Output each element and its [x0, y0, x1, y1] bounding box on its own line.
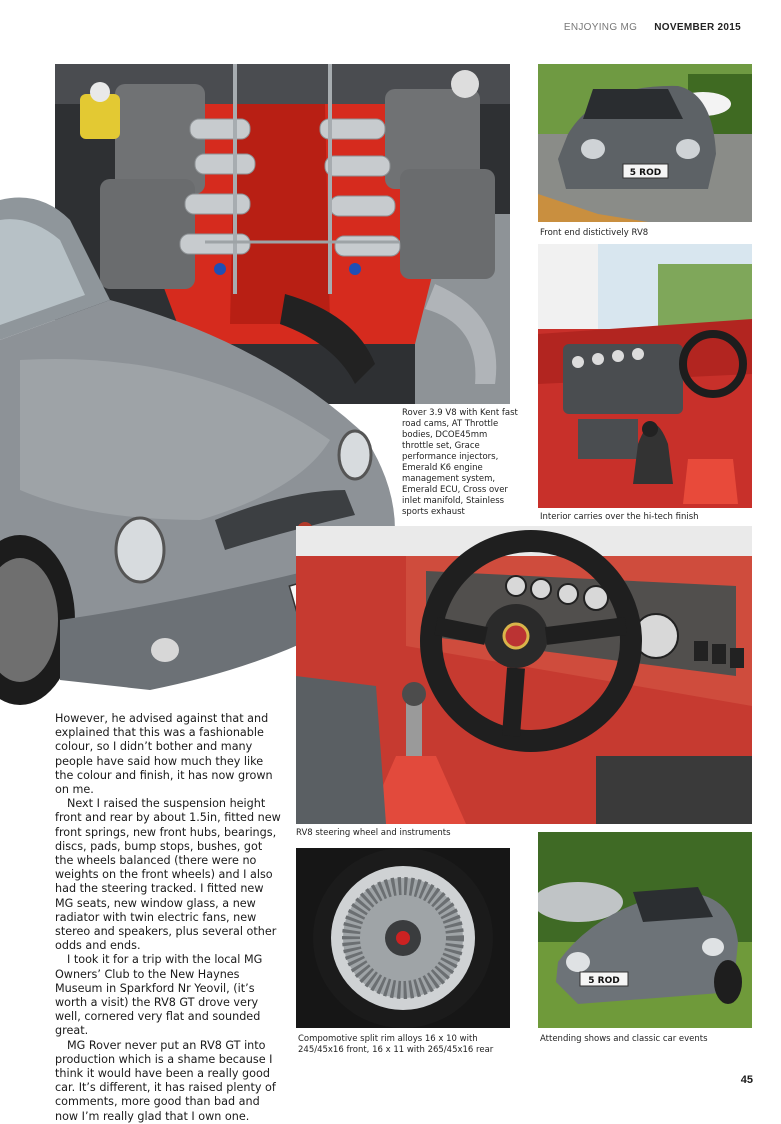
interior-caption: Interior carries over the hi-tech finish: [540, 512, 699, 522]
issue-date: NOVEMBER 2015: [654, 22, 741, 33]
front-plate-text: 5 ROD: [629, 168, 662, 178]
interior-illustration: [538, 244, 752, 508]
engine-caption: Rover 3.9 V8 with Kent fast road cams, AT Throttle bodies, DCOE45mm throttle set, Grace performance injectors, Emerald K6 engine management system, Emerald ECU, Cross over inlet manifold, Stainless sports exhaust: [402, 408, 518, 517]
shows-photo: [538, 832, 752, 1028]
interior-photo: [538, 244, 752, 508]
page-header: [564, 22, 741, 33]
body-paragraph-3: I took it for a trip with the local MG Owners’ Club to the New Haynes Museum in Sparkford Nr Yeovil, (it’s worth a visit) the RV8 GT drove very well, cornered very flat and sounded great.: [55, 953, 263, 1038]
shows-plate-text: 5 ROD: [588, 976, 620, 986]
wheel-caption: Compomotive split rim alloys 16 x 10 with 245/45x16 front, 16 x 11 with 265/45x16 rear: [298, 1034, 494, 1055]
front-car-illustration: [538, 64, 752, 222]
body-paragraph-2: Next I raised the suspension height front and rear by about 1.5in, fitted new front springs, new front hubs, bearings, discs, pads, bump stops, bushes, got the wheels balanced (there were no weights on the front wheels) and I also had the steering tracked. I fitted new MG seats, new window glass, a new radiator with twin electric fans, new stereo and speakers, plus several other odds and ends.: [55, 797, 281, 953]
body-paragraph-1: However, he advised against that and explained that this was a fashionable colour, so I didn’t bother and many people have said how much they like the colour and finish, it has now grown on me.: [55, 712, 273, 797]
shows-caption: Attending shows and classic car events: [540, 1034, 708, 1044]
steering-photo: [296, 526, 752, 824]
front-end-photo: [538, 64, 752, 222]
wheel-illustration: [296, 848, 510, 1028]
shows-illustration: [538, 832, 752, 1028]
body-paragraph-4: MG Rover never put an RV8 GT into production which is a shame because I think it would have been a really good car. It’s different, it has raised plenty of comments, more good than bad and now I’m really glad that I own one.: [55, 1038, 276, 1123]
wheel-photo: [296, 848, 510, 1028]
article-body: [55, 712, 281, 1124]
section-title: ENJOYING MG: [563, 22, 638, 33]
page-number: 45: [740, 1074, 753, 1086]
steering-caption: RV8 steering wheel and instruments: [296, 828, 451, 838]
steering-illustration: [296, 526, 752, 824]
front-caption: Front end distictively RV8: [540, 228, 649, 238]
